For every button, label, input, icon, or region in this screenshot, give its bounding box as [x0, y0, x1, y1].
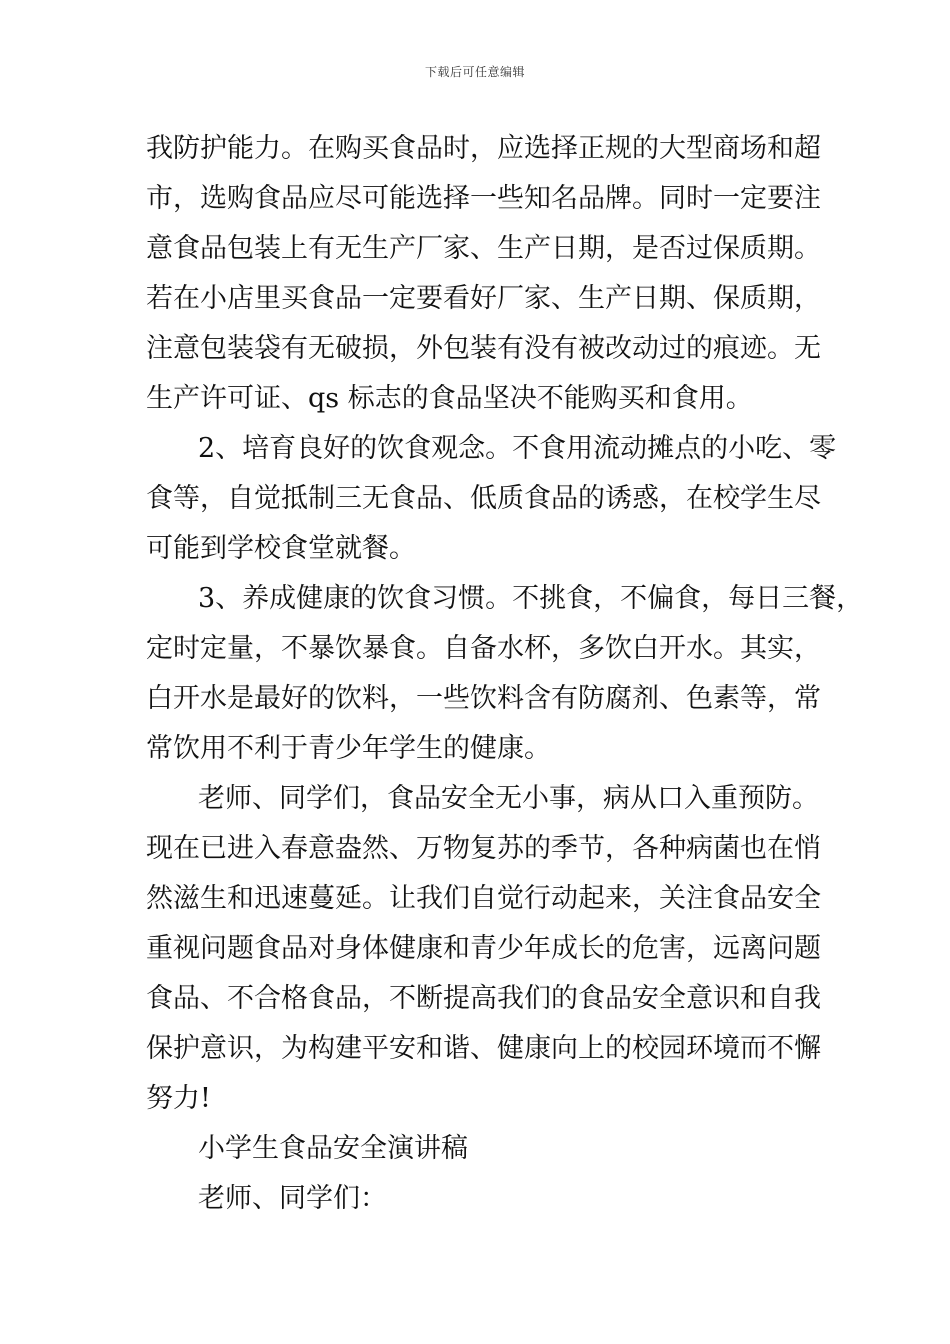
paragraph-start-line: 老师、同学们，食品安全无小事，病从口入重预防。 — [198, 783, 819, 814]
text-line: 生产许可证、qs 标志的食品坚决不能购买和食用。 — [146, 383, 753, 414]
text-line: 保护意识，为构建平安和谐、健康向上的校园环境而不懈 — [146, 1033, 821, 1064]
text-line: 现在已进入春意盎然、万物复苏的季节，各种病菌也在悄 — [146, 833, 821, 864]
text-line: 我防护能力。在购买食品时，应选择正规的大型商场和超 — [146, 133, 821, 164]
paragraph-start-line: 3、养成健康的饮食习惯。不挑食，不偏食，每日三餐， — [198, 583, 864, 614]
text-line: 常饮用不利于青少年学生的健康。 — [146, 733, 551, 764]
text-line: 市，选购食品应尽可能选择一些知名品牌。同时一定要注 — [146, 183, 821, 214]
text-line: 意食品包装上有无生产厂家、生产日期，是否过保质期。 — [146, 233, 821, 264]
document-body — [146, 124, 864, 1224]
text-line: 然滋生和迅速蔓延。让我们自觉行动起来，关注食品安全 — [146, 883, 821, 914]
text-line: 定时定量，不暴饮暴食。自备水杯，多饮白开水。其实， — [146, 633, 821, 664]
section-title: 小学生食品安全演讲稿 — [198, 1133, 468, 1164]
text-line: 白开水是最好的饮料，一些饮料含有防腐剂、色素等，常 — [146, 683, 821, 714]
text-line: 注意包装袋有无破损，外包装有没有被改动过的痕迹。无 — [146, 333, 821, 364]
page-header: 下载后可任意编辑 — [424, 65, 525, 79]
text-line: 可能到学校食堂就餐。 — [146, 533, 416, 564]
text-line: 食等，自觉抵制三无食品、低质食品的诱惑，在校学生尽 — [146, 483, 821, 514]
text-line: 食品、不合格食品，不断提高我们的食品安全意识和自我 — [146, 983, 821, 1014]
salutation-line: 老师、同学们： — [198, 1183, 387, 1214]
text-line: 重视问题食品对身体健康和青少年成长的危害，远离问题 — [146, 933, 821, 964]
paragraph-start-line: 2、培育良好的饮食观念。不食用流动摊点的小吃、零 — [198, 433, 837, 464]
text-line: 若在小店里买食品一定要看好厂家、生产日期、保质期， — [146, 283, 821, 314]
text-line: 努力! — [146, 1083, 211, 1114]
